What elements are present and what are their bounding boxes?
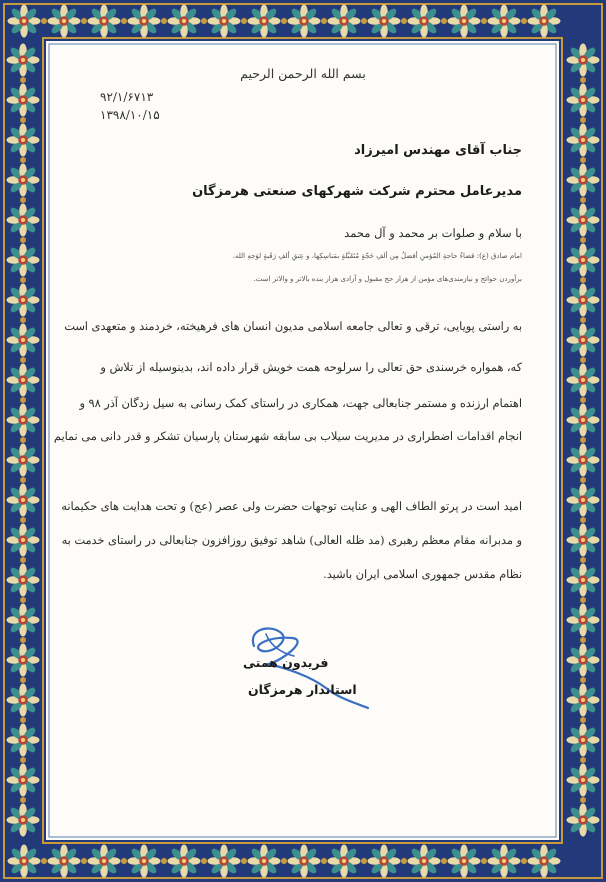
paragraph2-line: امید است در پرتو الطاف الهی و عنایت توجهات حضرت ولی عصر (عج) و تحت هدایت های حکیمانه	[61, 500, 522, 513]
signer-name: فریدون همتی	[243, 655, 329, 670]
signer-title: استاندار هرمزگان	[248, 682, 357, 697]
paragraph2-line: و مدبرانه مقام معظم رهبری (مد ظله العالی) شاهد توفیق روزافزون جنابعالی در راستای خدمت به	[61, 534, 522, 547]
recipient-position: مدیرعامل محترم شرکت شهرکهای صنعتی هرمزگان	[192, 184, 522, 199]
letter-date: ۱۳۹۸/۱۰/۱۵	[100, 108, 160, 122]
reference-number: ۹۲/۱/۶۷۱۳	[100, 90, 154, 104]
basmala: بسم الله الرحمن الرحیم	[240, 66, 366, 81]
hadith-arabic: امام صادق (ع): قضاءُ حاجةِ المُؤمنِ أفضلُ مِن ألفِ حَجّةٍ مُتَقَبَّلةٍ بمَناسِکِها، و عِتقِ ألفِ رَقَبةٍ لوَجهِ الله.	[232, 252, 522, 260]
recipient-title: جناب آقای مهندس امیرزاد	[354, 143, 522, 158]
greeting: با سلام و صلوات بر محمد و آل محمد	[344, 226, 522, 240]
paragraph1-line: به راستی پویایی، ترقی و تعالی جامعه اسلامی مدیون انسان های فرهیخته، خردمند و متعهدی است	[64, 320, 522, 333]
hadith-persian: برآوردن حوائج و نیازمندی‌های مؤمن از هزار حج مقبول و آزادی هزار بنده بالاتر و والاتر است.	[253, 275, 522, 283]
paragraph1-line: که، همواره خرسندی حق تعالی را سرلوحه همت خویش قرار داده اند، بدینوسیله از تلاش و	[100, 361, 522, 374]
paragraph1-line: انجام اقدامات اضطراری در مدیریت سیلاب بی سابقه شهرستان پارسیان تشکر و قدر دانی می نمایم	[53, 430, 522, 443]
paragraph1-line: اهتمام ارزنده و مستمر جنابعالی جهت، همکاری در راستای کمک رسانی به سیل زدگان آذر ۹۸ و	[79, 397, 522, 410]
paragraph2-line: نظام مقدس جمهوری اسلامی ایران باشید.	[323, 568, 522, 581]
